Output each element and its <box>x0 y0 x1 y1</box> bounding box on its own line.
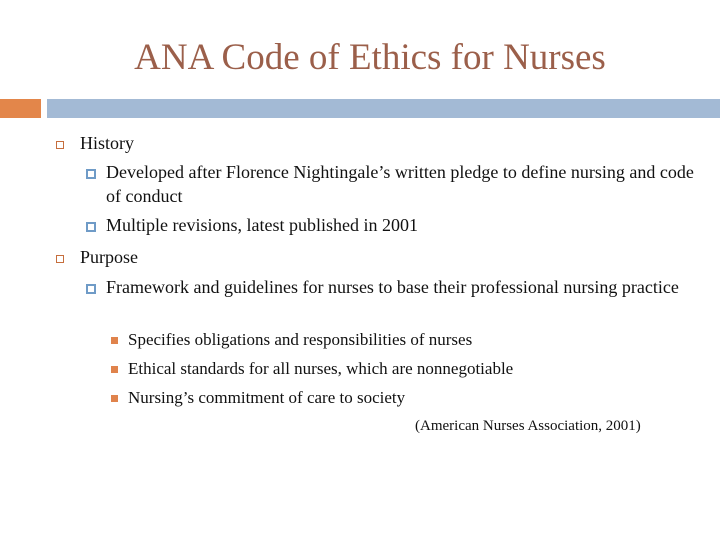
bullet-history-revisions: Multiple revisions, latest published in 2001 <box>106 215 418 235</box>
bullet-obligations: Specifies obligations and responsibilities of nurses <box>128 330 473 349</box>
filled-square-bullet-icon <box>111 337 118 344</box>
slide-title: ANA Code of Ethics for Nurses <box>134 37 606 78</box>
bullet-purpose: Purpose <box>80 247 138 267</box>
citation: (American Nurses Association, 2001) <box>415 418 641 434</box>
square-bullet-icon <box>86 222 96 232</box>
bullet-commitment: Nursing’s commitment of care to society <box>128 388 406 407</box>
hollow-square-bullet-icon <box>56 141 64 149</box>
hollow-square-bullet-icon <box>56 255 64 263</box>
bullet-purpose-framework: Framework and guidelines for nurses to base their professional nursing practice <box>106 277 679 297</box>
bullet-history: History <box>80 133 134 153</box>
square-bullet-icon <box>86 169 96 179</box>
square-bullet-icon <box>86 284 96 294</box>
bullet-history-developed: Developed after Florence Nightingale’s written pledge to define nursing and code of conduct <box>106 162 694 206</box>
bullet-ethical-standards: Ethical standards for all nurses, which are nonnegotiable <box>128 359 514 378</box>
filled-square-bullet-icon <box>111 395 118 402</box>
filled-square-bullet-icon <box>111 366 118 373</box>
